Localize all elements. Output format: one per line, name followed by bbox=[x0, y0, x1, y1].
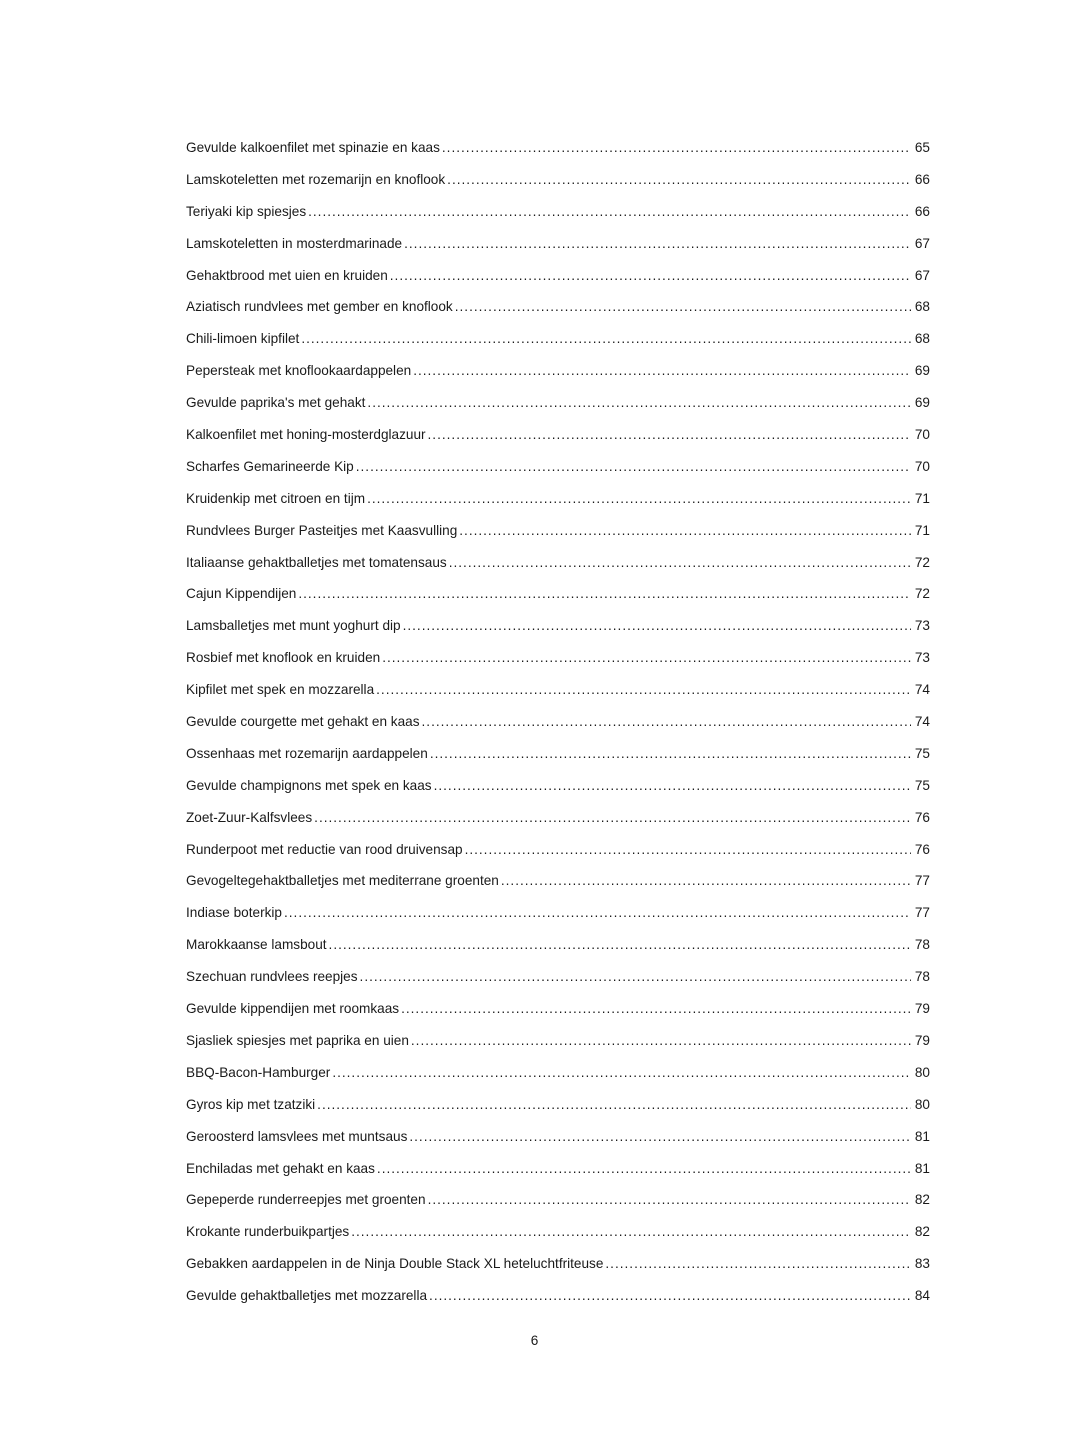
toc-entry-title: Runderpoot met reductie van rood druivensap bbox=[186, 841, 463, 857]
toc-entry[interactable] bbox=[186, 834, 930, 866]
toc-entry-page: 71 bbox=[914, 490, 930, 506]
toc-entry-page: 67 bbox=[914, 235, 930, 251]
toc-entry[interactable] bbox=[186, 1089, 930, 1121]
toc-entry[interactable] bbox=[186, 897, 930, 929]
dot-leader bbox=[455, 291, 911, 323]
toc-entry[interactable] bbox=[186, 865, 930, 897]
toc-entry-title: Gevulde courgette met gehakt en kaas bbox=[186, 714, 420, 730]
toc-entry-title: Lamsballetjes met munt yoghurt dip bbox=[186, 618, 401, 634]
toc-entry[interactable] bbox=[186, 961, 930, 993]
dot-leader bbox=[317, 1089, 911, 1121]
toc-entry-page: 74 bbox=[914, 682, 930, 698]
toc-entry[interactable] bbox=[186, 483, 930, 515]
toc-entry-title: Szechuan rundvlees reepjes bbox=[186, 969, 358, 985]
toc-entry-title: Gevulde kalkoenfilet met spinazie en kaas bbox=[186, 140, 440, 155]
toc-entry[interactable] bbox=[186, 802, 930, 834]
toc-entry-title: Geroosterd lamsvlees met muntsaus bbox=[186, 1128, 408, 1144]
toc-entry-title: Gepeperde runderreepjes met groenten bbox=[186, 1192, 426, 1208]
toc-entry[interactable] bbox=[186, 387, 930, 419]
toc-entry-page: 81 bbox=[914, 1160, 930, 1176]
dot-leader bbox=[501, 865, 911, 897]
toc-entry-title: Kalkoenfilet met honing-mosterdglazuur bbox=[186, 427, 426, 443]
toc-entry-title: Zoet-Zuur-Kalfsvlees bbox=[186, 809, 313, 825]
toc-entry-page: 72 bbox=[914, 586, 930, 602]
dot-leader bbox=[284, 897, 911, 929]
dot-leader bbox=[367, 483, 911, 515]
toc-entry[interactable] bbox=[186, 419, 930, 451]
toc-entry[interactable] bbox=[186, 738, 930, 770]
toc-entry[interactable] bbox=[186, 451, 930, 483]
toc-entry-title: Lamskoteletten met rozemarijn en knoflook bbox=[186, 171, 446, 187]
toc-entry[interactable] bbox=[186, 228, 930, 260]
toc-entry-page: 66 bbox=[914, 171, 930, 187]
toc-entry[interactable] bbox=[186, 1153, 930, 1185]
toc-entry-title: Italiaanse gehaktballetjes met tomatensaus bbox=[186, 554, 447, 570]
dot-leader bbox=[376, 674, 911, 706]
toc-entry-title: BBQ-Bacon-Hamburger bbox=[186, 1064, 331, 1080]
toc-entry-title: Kipfilet met spek en mozzarella bbox=[186, 682, 375, 698]
toc-entry-page: 66 bbox=[914, 203, 930, 219]
dot-leader bbox=[401, 993, 911, 1025]
toc-entry[interactable] bbox=[186, 323, 930, 355]
toc-entry-page: 77 bbox=[914, 873, 930, 889]
toc-entry-title: Rundvlees Burger Pasteitjes met Kaasvulling bbox=[186, 522, 458, 538]
dot-leader bbox=[449, 547, 911, 579]
toc-entry-title: Scharfes Gemarineerde Kip bbox=[186, 458, 354, 474]
dot-leader bbox=[411, 1025, 911, 1057]
toc-entry[interactable] bbox=[186, 1184, 930, 1216]
dot-leader bbox=[409, 1121, 911, 1153]
toc-entry-page: 69 bbox=[914, 395, 930, 411]
toc-entry-page: 78 bbox=[914, 937, 930, 953]
dot-leader bbox=[351, 1216, 911, 1248]
toc-entry[interactable] bbox=[186, 1121, 930, 1153]
toc-entry[interactable] bbox=[186, 547, 930, 579]
toc-entry-title: Gebakken aardappelen in de Ninja Double Stack XL heteluchtfriteuse bbox=[186, 1256, 604, 1272]
toc-entry-page: 65 bbox=[914, 140, 930, 155]
dot-leader bbox=[404, 228, 911, 260]
toc-entry[interactable] bbox=[186, 1280, 930, 1312]
toc-entry-page: 83 bbox=[914, 1256, 930, 1272]
toc-entry-title: Rosbief met knoflook en kruiden bbox=[186, 650, 381, 666]
toc-entry-page: 68 bbox=[914, 331, 930, 347]
toc-entry-title: Lamskoteletten in mosterdmarinade bbox=[186, 235, 403, 251]
toc-entry-page: 72 bbox=[914, 554, 930, 570]
toc-entry-title: Gyros kip met tzatziki bbox=[186, 1096, 316, 1112]
toc-entry[interactable] bbox=[186, 196, 930, 228]
toc-entry[interactable] bbox=[186, 132, 930, 164]
toc-entry-page: 67 bbox=[914, 267, 930, 283]
toc-entry-page: 69 bbox=[914, 363, 930, 379]
dot-leader bbox=[459, 515, 911, 547]
toc-entry[interactable] bbox=[186, 260, 930, 292]
dot-leader bbox=[428, 1184, 911, 1216]
toc-entry-title: Gevulde gehaktballetjes met mozzarella bbox=[186, 1288, 428, 1304]
toc-entry-title: Cajun Kippendijen bbox=[186, 586, 297, 602]
toc-entry[interactable] bbox=[186, 993, 930, 1025]
toc-entry[interactable] bbox=[186, 578, 930, 610]
toc-entry-title: Teriyaki kip spiesjes bbox=[186, 203, 307, 219]
toc-entry-page: 82 bbox=[914, 1224, 930, 1240]
toc-entry[interactable] bbox=[186, 642, 930, 674]
toc-entry-title: Gevulde paprika's met gehakt bbox=[186, 395, 366, 411]
dot-leader bbox=[382, 642, 911, 674]
toc-entry-title: Chili-limoen kipfilet bbox=[186, 331, 300, 347]
toc-entry-title: Enchiladas met gehakt en kaas bbox=[186, 1160, 375, 1176]
toc-entry-title: Pepersteak met knoflookaardappelen bbox=[186, 363, 412, 379]
toc-entry[interactable] bbox=[186, 610, 930, 642]
toc-entry-page: 82 bbox=[914, 1192, 930, 1208]
dot-leader bbox=[298, 578, 911, 610]
toc-entry[interactable] bbox=[186, 1025, 930, 1057]
toc-entry[interactable] bbox=[186, 515, 930, 547]
toc-entry-page: 73 bbox=[914, 618, 930, 634]
toc-entry-page: 74 bbox=[914, 714, 930, 730]
toc-entry-page: 79 bbox=[914, 1001, 930, 1017]
toc-entry[interactable] bbox=[186, 929, 930, 961]
toc-entry-page: 70 bbox=[914, 427, 930, 443]
toc-entry[interactable] bbox=[186, 674, 930, 706]
toc-entry-title: Krokante runderbuikpartjes bbox=[186, 1224, 350, 1240]
toc-entry-page: 81 bbox=[914, 1128, 930, 1144]
toc-entry-page: 76 bbox=[914, 809, 930, 825]
dot-leader bbox=[367, 387, 910, 419]
toc-entry-page: 71 bbox=[914, 522, 930, 538]
toc-entry-title: Kruidenkip met citroen en tijm bbox=[186, 490, 366, 506]
toc-entry-page: 84 bbox=[914, 1288, 930, 1304]
toc-entry-page: 80 bbox=[914, 1096, 930, 1112]
dot-leader bbox=[301, 323, 911, 355]
dot-leader bbox=[390, 260, 911, 292]
toc-entry-title: Marokkaanse lamsbout bbox=[186, 937, 327, 953]
dot-leader bbox=[308, 196, 911, 228]
dot-leader bbox=[377, 1153, 911, 1185]
toc-entry-page: 75 bbox=[914, 777, 930, 793]
toc-entry-title: Gehaktbrood met uien en kruiden bbox=[186, 267, 388, 283]
dot-leader bbox=[413, 355, 911, 387]
dot-leader bbox=[314, 802, 911, 834]
dot-leader bbox=[422, 706, 911, 738]
toc-entry-title: Aziatisch rundvlees met gember en knoflook bbox=[186, 299, 453, 315]
page-number: 6 bbox=[530, 1333, 539, 1348]
toc-entry-title: Gevulde champignons met spek en kaas bbox=[186, 777, 432, 793]
toc-entry-page: 79 bbox=[914, 1032, 930, 1048]
toc-entry-title: Gevogeltegehaktballetjes met mediterrane groenten bbox=[186, 873, 499, 889]
toc-entry-page: 76 bbox=[914, 841, 930, 857]
dot-leader bbox=[442, 132, 911, 164]
toc-entry-title: Sjasliek spiesjes met paprika en uien bbox=[186, 1032, 409, 1048]
dot-leader bbox=[356, 451, 911, 483]
dot-leader bbox=[447, 164, 911, 196]
dot-leader bbox=[403, 610, 911, 642]
toc-entry[interactable] bbox=[186, 770, 930, 802]
dot-leader bbox=[465, 834, 911, 866]
dot-leader bbox=[332, 1057, 911, 1089]
toc-entry[interactable] bbox=[186, 291, 930, 323]
table-of-contents bbox=[186, 132, 930, 1312]
dot-leader bbox=[428, 419, 911, 451]
toc-entry-title: Gevulde kippendijen met roomkaas bbox=[186, 1001, 400, 1017]
toc-entry-page: 77 bbox=[914, 905, 930, 921]
dot-leader bbox=[360, 961, 911, 993]
toc-entry-title: Ossenhaas met rozemarijn aardappelen bbox=[186, 745, 428, 761]
toc-entry-page: 78 bbox=[914, 969, 930, 985]
toc-entry-page: 70 bbox=[914, 458, 930, 474]
toc-entry-title: Indiase boterkip bbox=[186, 905, 282, 921]
toc-entry[interactable] bbox=[186, 164, 930, 196]
toc-entry-page: 68 bbox=[914, 299, 930, 315]
toc-entry[interactable] bbox=[186, 1216, 930, 1248]
dot-leader bbox=[605, 1248, 910, 1280]
toc-entry[interactable] bbox=[186, 355, 930, 387]
toc-entry-page: 80 bbox=[914, 1064, 930, 1080]
toc-entry-page: 73 bbox=[914, 650, 930, 666]
dot-leader bbox=[434, 770, 911, 802]
toc-entry[interactable] bbox=[186, 1057, 930, 1089]
toc-entry[interactable] bbox=[186, 1248, 930, 1280]
dot-leader bbox=[429, 1280, 911, 1312]
toc-entry-page: 75 bbox=[914, 745, 930, 761]
dot-leader bbox=[329, 929, 911, 961]
toc-entry[interactable] bbox=[186, 706, 930, 738]
dot-leader bbox=[430, 738, 911, 770]
